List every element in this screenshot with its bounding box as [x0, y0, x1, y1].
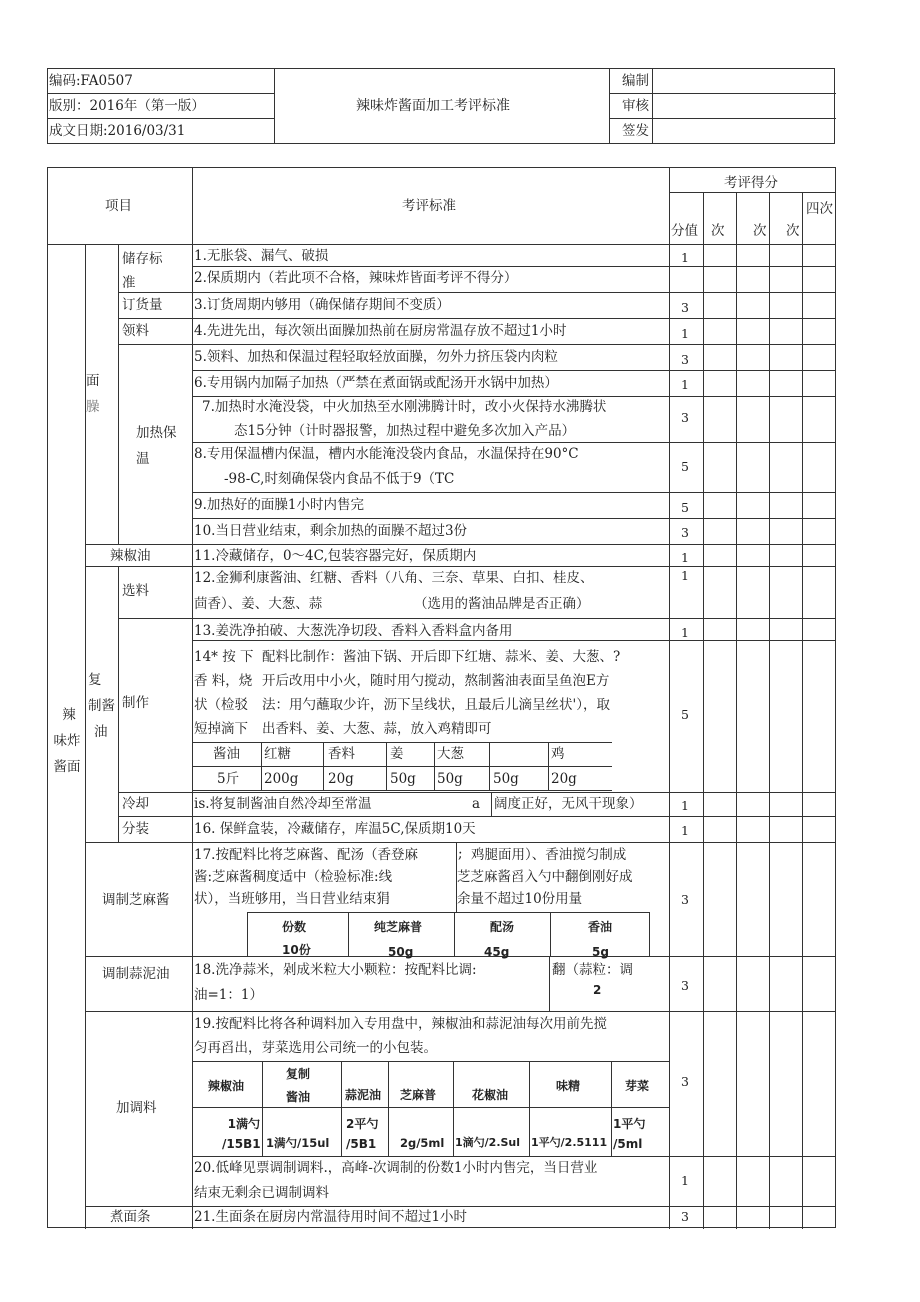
standard-18-line1: 18.洗净蒜米，剁成米粒大小颗粒：按配料比调:	[194, 962, 477, 978]
season-v6: 1平勺/2.5111	[531, 1136, 608, 1149]
sesame-v3: 45g	[484, 945, 510, 959]
standard-15: is.将复制酱油自然冷却至常温	[194, 796, 372, 812]
season-h2-line1: 复制	[286, 1067, 311, 1081]
standard-17-right-3: 余量不超过10份用量	[457, 891, 583, 907]
standard-14-left-2: 香 料，烧	[194, 673, 253, 689]
doc-code: 编码:FA0507	[49, 73, 133, 89]
sub-pack: 分装	[122, 821, 149, 837]
score-21: 3	[681, 1209, 689, 1224]
doc-title: 辣味炸酱面加工考评标准	[356, 98, 510, 114]
season-v7	[613, 1114, 645, 1154]
standard-17-right	[457, 844, 633, 910]
score-14: 5	[681, 707, 689, 722]
standard-16: 16. 保鲜盒装，冷藏储存，库温5C,保质期10天	[194, 821, 476, 837]
header-value: 分值	[671, 223, 698, 239]
score-1: 1	[681, 250, 689, 265]
standard-19-line2: 匀再舀出，芽菜选用公司统一的小包装。	[194, 1040, 437, 1056]
standard-14-left-3: 状（检驳	[194, 697, 248, 713]
standard-12-line1: 12.金狮利康酱油、红糖、香料（八角、三奈、草果、白扣、桂皮、	[194, 570, 594, 586]
sub-storage-line2: 准	[122, 275, 136, 291]
sesame-v1: 10份	[282, 943, 311, 957]
standard-17-mid: ;	[458, 846, 463, 862]
standard-11: 11.冷藏储存，0～4C,包装容器完好，保质期内	[194, 548, 477, 564]
score-19: 3	[681, 1074, 689, 1089]
sub-cook: 煮面条	[110, 1209, 151, 1225]
standard-21: 21.生面条在厨房内常温待用时间不超过1小时	[194, 1209, 468, 1225]
season-h1: 辣椒油	[208, 1079, 245, 1093]
season-h2	[286, 1063, 310, 1109]
season-v7-line2: /5ml	[613, 1137, 643, 1151]
season-v7-line1: 1平勺	[613, 1117, 646, 1131]
group-noodle-line2: 臊	[86, 399, 100, 415]
sauce-h4: 姜	[390, 746, 404, 762]
standard-7-line1: 7.加热时水淹没袋，中火加热至水刚沸腾计时，改小火保持水沸腾状	[202, 399, 607, 415]
sauce-v4: 50g	[390, 771, 416, 787]
score-9: 5	[681, 500, 689, 515]
sauce-h1: 酱油	[213, 746, 240, 762]
header-time-1: 次	[711, 223, 725, 239]
standard-9: 9.加热好的面臊1小时内售完	[194, 497, 364, 513]
doc-version: 版别：2016年（第一版）	[49, 98, 205, 114]
group-sauce-line2: 制酱	[88, 698, 115, 714]
sub-select: 选料	[122, 583, 149, 599]
standard-17-right-1: 鸡腿面用）、香油搅匀制成	[471, 847, 627, 863]
standard-17-left-3: 状），当班够用，当日营业结束狷	[194, 891, 390, 907]
score-15: 1	[681, 798, 689, 813]
score-16: 1	[681, 823, 689, 838]
standard-1: 1.无胀袋、漏气、破损	[194, 248, 329, 264]
sauce-v7: 20g	[551, 771, 577, 787]
sesame-v2: 50g	[388, 945, 414, 959]
standard-12-line2: 茴香）、姜、大葱、蒜	[194, 596, 323, 612]
sauce-v3: 20g	[328, 771, 354, 787]
standard-12-note: （选用的酱油品牌是否正确）	[414, 596, 590, 612]
sauce-v2: 200g	[264, 771, 299, 787]
season-h3: 蒜泥油	[345, 1088, 382, 1102]
standard-18-line2: 油=1：1）	[194, 987, 263, 1003]
group-main-line3: 酱面	[53, 759, 81, 775]
sauce-h3: 香料	[328, 746, 355, 762]
sesame-h3: 配汤	[490, 920, 515, 934]
sesame-v4: 5g	[592, 945, 609, 959]
standard-15-tail: 阔度正好，无风干现象）	[494, 796, 643, 812]
sesame-h2: 纯芝麻普	[374, 920, 423, 934]
score-17: 3	[681, 892, 689, 907]
group-main-line1: 辣	[62, 707, 76, 723]
sauce-h7: 鸡	[551, 746, 565, 762]
header-score: 考评得分	[724, 175, 778, 191]
standard-18-right: 翻（蒜粒：调	[552, 962, 633, 978]
standard-17-right-2: 芝芝麻酱舀入勺中翻倒刚好成	[457, 869, 633, 885]
standard-20-line1: 20.低峰见票调制调料.，高峰-次调制的份数1小时内售完，当日营业	[194, 1160, 598, 1176]
sauce-v5: 50g	[437, 771, 463, 787]
evaluation-table	[47, 167, 836, 1228]
standard-17-left-1: 17.按配料比将芝麻酱、配汤（香登麻	[194, 847, 418, 863]
standard-8-line1: 8.专用保温槽内保温，槽内水能淹没袋内食品，水温保持在90°C	[194, 446, 579, 462]
sub-heat-line1: 加热保	[136, 425, 177, 441]
group-main-line2: 味炸	[53, 733, 81, 749]
group-sauce-line3: 油	[94, 724, 108, 740]
score-5: 3	[681, 352, 689, 367]
sub-storage-line1: 储存标	[122, 251, 163, 267]
standard-3: 3.订货周期内够用（确保储存期间不变质）	[194, 297, 450, 313]
standard-14-right	[262, 645, 620, 741]
issued-label: 签发	[622, 123, 649, 139]
header-time-4: 四次	[806, 201, 833, 217]
sauce-v1: 5斤	[217, 771, 240, 787]
score-6: 1	[681, 377, 689, 392]
sesame-h4: 香油	[588, 920, 613, 934]
season-v1-line1: 1满勺	[227, 1117, 260, 1131]
group-noodle	[86, 368, 100, 420]
standard-14-right-2: 开后改用中小火，随时用勺搅动，熬制酱油表面呈鱼泡E方	[262, 673, 610, 689]
standard-4: 4.先进先出，每次领出面臊加热前在厨房常温存放不超过1小时	[194, 323, 567, 339]
sub-cool: 冷却	[122, 796, 149, 812]
sub-heat	[136, 420, 177, 472]
sub-storage	[122, 247, 163, 295]
standard-14-right-1: 配料比制作：酱油下锅、开后即下红塘、蒜米、姜、大葱、?	[262, 649, 621, 665]
score-20: 1	[681, 1173, 689, 1188]
score-11: 1	[681, 550, 689, 565]
standard-7-line2: 态15分钟（计时器报警，加热过程中避免多次加入产品）	[234, 423, 576, 439]
standard-14-left-4: 短掉滴下	[194, 721, 248, 737]
standard-14-right-3: 法：用勺蘸取少许，沥下呈线状，且最后儿滴呈丝状'），取	[262, 697, 610, 713]
sesame-h1: 份数	[282, 920, 307, 934]
standard-6: 6.专用锅内加隔子加热（严禁在煮面锅或配汤开水锅中加热）	[194, 375, 558, 391]
sauce-h5: 大葱	[437, 746, 464, 762]
standard-13: 13.姜洗净拍破、大葱洗净切段、香料入香料盒内备用	[194, 623, 513, 639]
season-v4: 2g/5ml	[400, 1136, 445, 1150]
group-main	[53, 702, 81, 780]
score-4: 1	[681, 326, 689, 341]
header-time-3: 次	[786, 223, 800, 239]
prepared-label: 编制	[622, 73, 649, 89]
season-v5: 1滴勺/2.Sul	[455, 1136, 521, 1149]
season-h2-line2: 酱油	[286, 1090, 311, 1104]
standard-20-line2: 结束无剩余已调制调料	[194, 1185, 329, 1201]
header-item: 项目	[105, 198, 132, 214]
reviewed-label: 审核	[622, 98, 649, 114]
standard-14-left-1: 14* 按 下	[194, 649, 254, 665]
standard-14-left	[194, 645, 254, 741]
standard-15-mark: a	[472, 796, 481, 812]
standard-17-left	[194, 844, 418, 910]
standard-19-line1: 19.按配料比将各种调料加入专用盘中，辣椒油和蒜泥油每次用前先搅	[194, 1016, 607, 1032]
sub-chili: 辣椒油	[110, 548, 151, 564]
sub-pick: 领料	[122, 323, 149, 339]
document-header	[47, 68, 835, 144]
standard-18-ratio: 2	[593, 983, 602, 997]
sub-order: 订货量	[122, 297, 163, 313]
header-standard: 考评标准	[402, 198, 456, 214]
score-12: 1	[681, 568, 689, 583]
season-v3-line1: 2平勺	[346, 1117, 379, 1131]
score-13: 1	[681, 625, 689, 640]
season-h6: 味精	[556, 1079, 581, 1093]
season-v3	[346, 1114, 378, 1154]
score-3: 3	[681, 300, 689, 315]
season-v2: 1满勺/15ul	[266, 1136, 330, 1150]
sub-garlic: 调制蒜泥油	[102, 966, 170, 982]
standard-8-line2: -98-C,时刻确保袋内食品不低于9（TC	[224, 471, 455, 487]
sub-sesame: 调制芝麻酱	[102, 892, 170, 908]
score-7: 3	[681, 410, 689, 425]
sauce-v6: 50g	[493, 771, 519, 787]
score-10: 3	[681, 525, 689, 540]
season-h4: 芝麻普	[400, 1088, 437, 1102]
standard-17-left-2: 酱:芝麻酱稠度适中（检验标准:线	[194, 869, 393, 885]
standard-2: 2.保质期内（若此项不合格，辣味炸皆面考评不得分）	[194, 270, 518, 286]
season-v1	[222, 1114, 260, 1154]
doc-date: 成文日期:2016/03/31	[49, 123, 186, 139]
sub-season: 加调料	[116, 1100, 157, 1116]
standard-14-right-4: 出香料、姜、大葱、蒜，放入鸡精即可	[262, 721, 492, 737]
sub-make: 制作	[122, 695, 149, 711]
standard-5: 5.领料、加热和保温过程轻取轻放面臊，勿外力挤压袋内肉粒	[194, 349, 558, 365]
season-h7: 芽菜	[625, 1079, 650, 1093]
season-v3-line2: /5B1	[346, 1137, 377, 1151]
group-sauce	[88, 667, 115, 745]
score-8: 5	[681, 459, 689, 474]
sub-heat-line2: 温	[136, 451, 150, 467]
sauce-h2: 红糖	[264, 746, 291, 762]
standard-10: 10.当日营业结束，剩余加热的面臊不超过3份	[194, 523, 468, 539]
header-time-2: 次	[753, 223, 767, 239]
season-h5: 花椒油	[472, 1088, 509, 1102]
group-noodle-line1: 面	[86, 373, 100, 389]
group-sauce-line1: 复	[88, 672, 102, 688]
score-18: 3	[681, 978, 689, 993]
season-v1-line2: /15B1	[222, 1137, 261, 1151]
